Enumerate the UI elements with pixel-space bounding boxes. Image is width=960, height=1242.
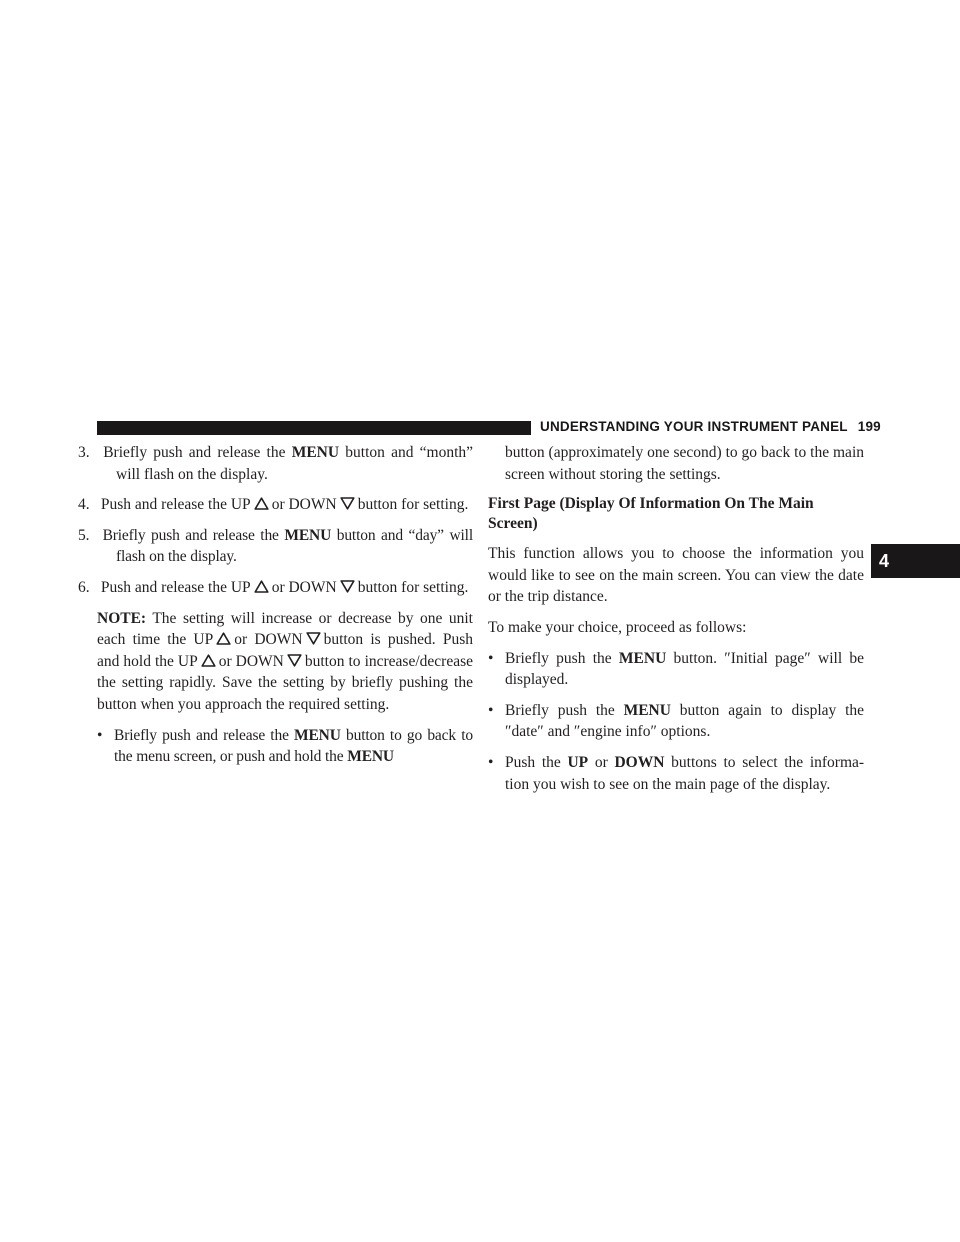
right-column: [488, 442, 864, 795]
note-label: NOTE:: [97, 609, 147, 627]
left-column: [78, 442, 474, 768]
up-triangle-icon: [254, 580, 269, 593]
section-title: UNDERSTANDING YOUR INSTRUMENT PANEL: [540, 419, 848, 434]
chapter-tab: 4: [871, 544, 960, 578]
bullet-item: • Briefly push and release the MENU button to go back to the menu screen, or push and hold the MENU: [97, 726, 473, 766]
down-triangle-icon: [287, 654, 302, 667]
bullet-continuation: button (approximately one second) to go back to the main screen without storing the settings.: [505, 444, 864, 483]
page-number: 199: [857, 419, 881, 434]
running-header: [540, 416, 881, 438]
bullet-item: • Briefly push the MENU button again to display the ″date″ and ″engine info″ options.: [488, 701, 865, 741]
up-triangle-icon: [254, 497, 269, 510]
down-triangle-icon: [340, 580, 355, 593]
step-3: 3. Briefly push and release the MENU button and “month” will flash on the display.: [78, 444, 474, 483]
up-triangle-icon: [201, 654, 216, 667]
body-paragraph: This function allows you to choose the information you would like to see on the main screen. You can view the date or the trip distance.: [488, 545, 864, 606]
bullet-item: • Briefly push the MENU button. ″Initial page″ will be displayed.: [488, 649, 865, 689]
step-5: 5. Briefly push and release the MENU button and “day” will flash on the display.: [78, 526, 473, 566]
bullet-item: • Push the UP or DOWN buttons to select the informa- tion you wish to see on the main page of the display.: [488, 753, 865, 793]
header-rule: [97, 421, 531, 435]
section-heading: First Page (Display Of Information On The Main Screen): [488, 495, 814, 533]
up-triangle-icon: [216, 632, 231, 645]
note-paragraph: NOTE: The setting will increase or decrease by one unit each time the UP or DOWN button is pushed. Push and hold the UP or DOWN button to increase/decrease the setting rapidly. Save the setting by briefly pushing the button when you approach the required setting.: [97, 609, 474, 713]
down-triangle-icon: [306, 632, 321, 645]
step-4: 4. Push and release the UP or DOWN button for setting.: [78, 496, 469, 514]
down-triangle-icon: [340, 497, 355, 510]
step-6: 6. Push and release the UP or DOWN button for setting.: [78, 578, 469, 596]
body-paragraph: To make your choice, proceed as follows:: [488, 618, 747, 636]
